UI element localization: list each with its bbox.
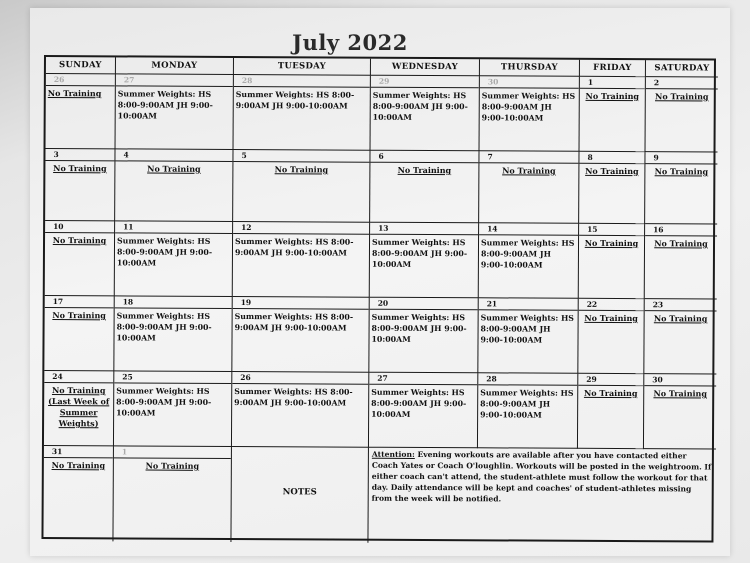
day-number: 15: [579, 224, 644, 236]
no-training-label: No Training: [53, 163, 107, 174]
day-cell: [478, 373, 578, 449]
day-number: 23: [645, 299, 717, 311]
day-cell: [115, 221, 233, 297]
no-training-label: No Training: [147, 163, 201, 174]
day-number: 17: [45, 296, 114, 308]
header-friday: FRIDAY: [580, 60, 646, 77]
header-sunday: SUNDAY: [46, 57, 116, 74]
day-cell-aug-1: [113, 446, 231, 542]
day-number: 30: [644, 374, 716, 386]
day-number: 24: [44, 371, 113, 383]
attention-text: Evening workouts are available after you have contacted either Coach Yates or Coach O'loughlin. Workouts will be posted in the weightroom. If either coach can't attend, the student-athlete must follow the workout for that day. Daily attendance will be kept and coaches' of student-athletes missing from the week will be notified.: [371, 449, 712, 504]
schedule-text: Summer Weights: HS 8:00-9:00AM JH 9:00-10:00AM: [371, 312, 467, 344]
notes-cell: [231, 447, 368, 543]
calendar-title: July 2022: [292, 30, 408, 55]
schedule-text: Summer Weights: HS 8:00-9:00AM JH 9:00-10:00AM: [480, 238, 575, 270]
day-cell: [232, 372, 369, 448]
no-training-label: No Training: [51, 460, 106, 471]
day-cell: [580, 77, 646, 152]
day-number: 11: [115, 221, 232, 234]
no-training-label: No Training: [274, 164, 329, 175]
day-cell: [478, 298, 578, 374]
day-cell: [644, 374, 716, 449]
schedule-text: Summer Weights: HS 8:00-9:00AM JH 9:00-10:00AM: [480, 388, 574, 420]
day-cell: [479, 151, 579, 224]
day-cell: [645, 152, 717, 224]
day-cell: [645, 77, 717, 152]
day-number: 27: [116, 74, 233, 87]
schedule-text: Summer Weights: HS 8:00-9:00AM JH 9:00-10:00AM: [117, 89, 213, 121]
day-cell: [46, 74, 116, 149]
no-training-label: No Training: [653, 313, 708, 324]
day-number: 27: [369, 373, 477, 386]
day-cell: [45, 221, 115, 296]
day-number: 9: [645, 152, 717, 164]
day-number: 19: [233, 297, 369, 310]
no-training-label: No Training: [52, 235, 107, 246]
day-number: 12: [233, 222, 369, 235]
no-training-label: No Training: [52, 310, 106, 321]
day-cell: [578, 299, 644, 374]
no-training-label: No Training (Last Week of Summer Weights): [48, 385, 110, 429]
schedule-text: Summer Weights: HS 8:00-9:00AM JH 9:00-10:00AM: [372, 90, 468, 122]
schedule-text: Summer Weights: HS 8:00-9:00AM JH 9:00-10:00AM: [481, 91, 576, 123]
schedule-text: Summer Weights: HS 8:00-9:00AM JH 9:00-10:00AM: [234, 312, 354, 333]
no-training-label: No Training: [47, 88, 102, 99]
day-number: 25: [114, 371, 231, 384]
schedule-text: Summer Weights: HS 8:00-9:00AM JH 9:00-10:00AM: [371, 387, 467, 419]
schedule-text: Summer Weights: HS 8:00-9:00AM JH 9:00-10:00AM: [116, 236, 213, 268]
day-cell: [232, 297, 369, 373]
day-cell: [115, 149, 233, 222]
day-cell: [479, 223, 579, 299]
no-training-label: No Training: [145, 460, 200, 471]
day-number: 28: [478, 373, 577, 386]
day-cell: [370, 151, 479, 224]
attention-lead: Attention:: [371, 449, 415, 459]
day-cell: [44, 296, 114, 371]
day-number: 30: [480, 76, 579, 89]
day-number: 26: [232, 372, 368, 385]
day-cell: [116, 74, 234, 150]
day-number: 29: [371, 76, 479, 89]
attention-cell: [368, 448, 715, 545]
schedule-text: Summer Weights: HS 8:00-9:00AM JH 9:00-10:00AM: [371, 237, 468, 269]
day-cell: [645, 224, 717, 299]
day-number: 14: [479, 223, 578, 236]
day-number: 5: [233, 150, 369, 163]
day-cell: [233, 222, 370, 298]
no-training-label: No Training: [397, 164, 452, 176]
no-training-label: No Training: [585, 165, 639, 177]
schedule-text: Summer Weights: HS 8:00-9:00AM JH 9:00-10:00AM: [235, 90, 355, 111]
no-training-label: No Training: [653, 388, 708, 399]
header-wednesday: WEDNESDAY: [371, 59, 480, 77]
day-number: 7: [479, 151, 578, 164]
day-number: 22: [579, 299, 644, 311]
schedule-text: Summer Weights: HS 8:00-9:00AM JH 9:00-10:00AM: [234, 237, 354, 258]
schedule-text: Summer Weights: HS 8:00-9:00AM JH 9:00-10:00AM: [116, 311, 212, 343]
day-cell: [369, 298, 478, 374]
day-cell: [369, 373, 478, 449]
day-number: 26: [46, 74, 115, 86]
day-cell: [480, 76, 580, 152]
no-training-label: No Training: [654, 166, 709, 177]
day-number: 29: [578, 374, 643, 386]
day-cell: [579, 224, 645, 299]
day-cell-31: [43, 446, 113, 541]
header-tuesday: TUESDAY: [234, 58, 371, 76]
day-cell: [234, 75, 371, 151]
no-training-label: No Training: [655, 91, 709, 102]
day-number: 20: [370, 298, 478, 311]
day-cell: [644, 299, 716, 374]
day-cell: [370, 223, 479, 299]
schedule-text: Summer Weights: HS 8:00-9:00AM JH 9:00-10:00AM: [116, 386, 212, 418]
no-training-label: No Training: [502, 165, 556, 176]
day-number: 6: [370, 151, 478, 164]
day-number: 31: [44, 446, 113, 458]
no-training-label: No Training: [584, 237, 639, 249]
day-cell: [578, 374, 644, 449]
day-number: 8: [579, 152, 644, 164]
no-training-label: No Training: [585, 90, 640, 102]
day-cell: [45, 149, 115, 221]
day-number: 18: [115, 296, 232, 309]
day-cell: [114, 296, 232, 372]
day-number: 1: [580, 77, 645, 89]
day-cell: [579, 152, 645, 224]
schedule-text: Summer Weights: HS 8:00-9:00AM JH 9:00-10:00AM: [234, 387, 353, 408]
header-monday: MONDAY: [116, 57, 234, 75]
day-number: 13: [370, 223, 478, 236]
day-number: 3: [45, 149, 114, 161]
day-number: 1: [114, 446, 231, 459]
day-cell: [371, 76, 480, 152]
notes-label: NOTES: [282, 487, 317, 498]
no-training-label: No Training: [584, 312, 638, 324]
day-number: 10: [45, 221, 114, 233]
no-training-label: No Training: [583, 387, 638, 399]
day-number: 4: [115, 149, 232, 162]
day-number: 21: [479, 298, 578, 311]
day-number: 16: [645, 224, 717, 236]
no-training-label: No Training: [654, 238, 708, 249]
calendar-grid: [41, 55, 716, 543]
day-number: 2: [646, 77, 718, 89]
attention-note: [369, 448, 716, 507]
day-number: 28: [234, 75, 370, 88]
day-cell: [114, 371, 232, 447]
day-cell: [233, 150, 370, 223]
header-saturday: SATURDAY: [646, 60, 718, 77]
header-thursday: THURSDAY: [480, 59, 580, 77]
day-cell: [44, 371, 114, 446]
schedule-text: Summer Weights: HS 8:00-9:00AM JH 9:00-10:00AM: [480, 313, 574, 345]
